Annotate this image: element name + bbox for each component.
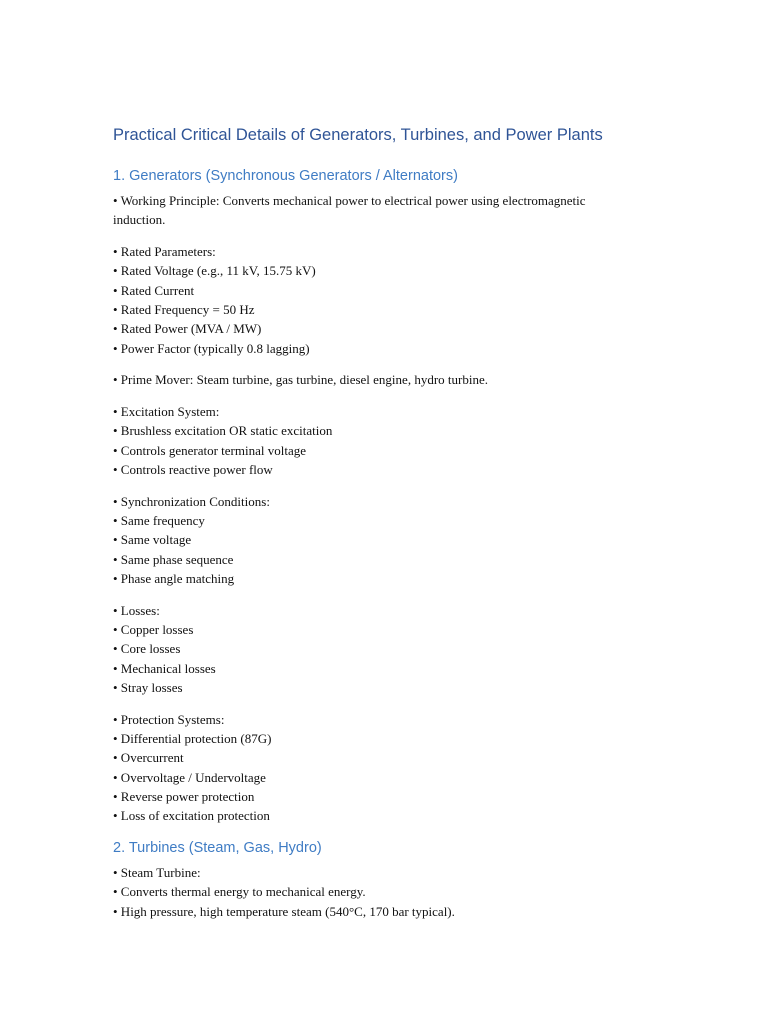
text-line: • Overvoltage / Undervoltage (113, 769, 266, 785)
text-line: • Power Factor (typically 0.8 lagging) (113, 340, 310, 356)
text-line: • Steam Turbine: (113, 865, 201, 881)
paragraph (113, 492, 673, 588)
text-line: • Rated Voltage (e.g., 11 kV, 15.75 kV) (113, 263, 316, 279)
text-line: • Working Principle: Converts mechanical power to electrical power using electromagnetic (113, 193, 586, 208)
document-sections (113, 166, 673, 921)
text-line: • Rated Power (MVA / MW) (113, 321, 262, 337)
text-line: • Same frequency (113, 513, 205, 529)
text-line: • Synchronization Conditions: (113, 493, 270, 509)
text-line: • Phase angle matching (113, 571, 235, 587)
paragraph (113, 863, 673, 921)
text-line: • Controls generator terminal voltage (113, 442, 306, 458)
paragraph (113, 402, 673, 479)
text-line: • Controls reactive power flow (113, 462, 273, 478)
text-line: • Core losses (113, 641, 181, 657)
paragraph (113, 370, 673, 389)
text-line: • Loss of excitation protection (113, 808, 270, 824)
paragraph (113, 191, 673, 230)
document-section (113, 838, 673, 921)
text-line: • Brushless excitation OR static excitation (113, 423, 333, 439)
text-line: • Same phase sequence (113, 551, 234, 567)
paragraph (113, 242, 673, 358)
section-heading: 2. Turbines (Steam, Gas, Hydro) (113, 840, 322, 857)
text-line: • Copper losses (113, 622, 194, 638)
document-section (113, 166, 673, 826)
paragraph (113, 601, 673, 697)
text-line: • High pressure, high temperature steam (540°C, 170 bar typical). (113, 903, 455, 919)
text-line: • Rated Frequency = 50 Hz (113, 301, 255, 317)
text-line: • Prime Mover: Steam turbine, gas turbine, diesel engine, hydro turbine. (113, 372, 488, 388)
text-line: • Overcurrent (113, 750, 184, 766)
document-content (113, 124, 673, 934)
text-line: • Excitation System: (113, 404, 220, 420)
text-line: • Stray losses (113, 680, 183, 696)
text-line: • Rated Current (113, 282, 195, 298)
text-line: • Rated Parameters: (113, 244, 216, 260)
document-title: Practical Critical Details of Generators, Turbines, and Power Plants (113, 126, 603, 144)
text-line: • Reverse power protection (113, 789, 255, 805)
text-line: • Protection Systems: (113, 711, 225, 727)
paragraph (113, 710, 673, 826)
text-line: • Converts thermal energy to mechanical energy. (113, 884, 366, 900)
text-line: • Losses: (113, 602, 160, 618)
text-line: induction. (113, 212, 166, 228)
section-heading: 1. Generators (Synchronous Generators / Alternators) (113, 168, 458, 184)
text-line: • Differential protection (87G) (113, 731, 272, 747)
text-line: • Same voltage (113, 532, 192, 548)
text-line: • Mechanical losses (113, 660, 216, 676)
